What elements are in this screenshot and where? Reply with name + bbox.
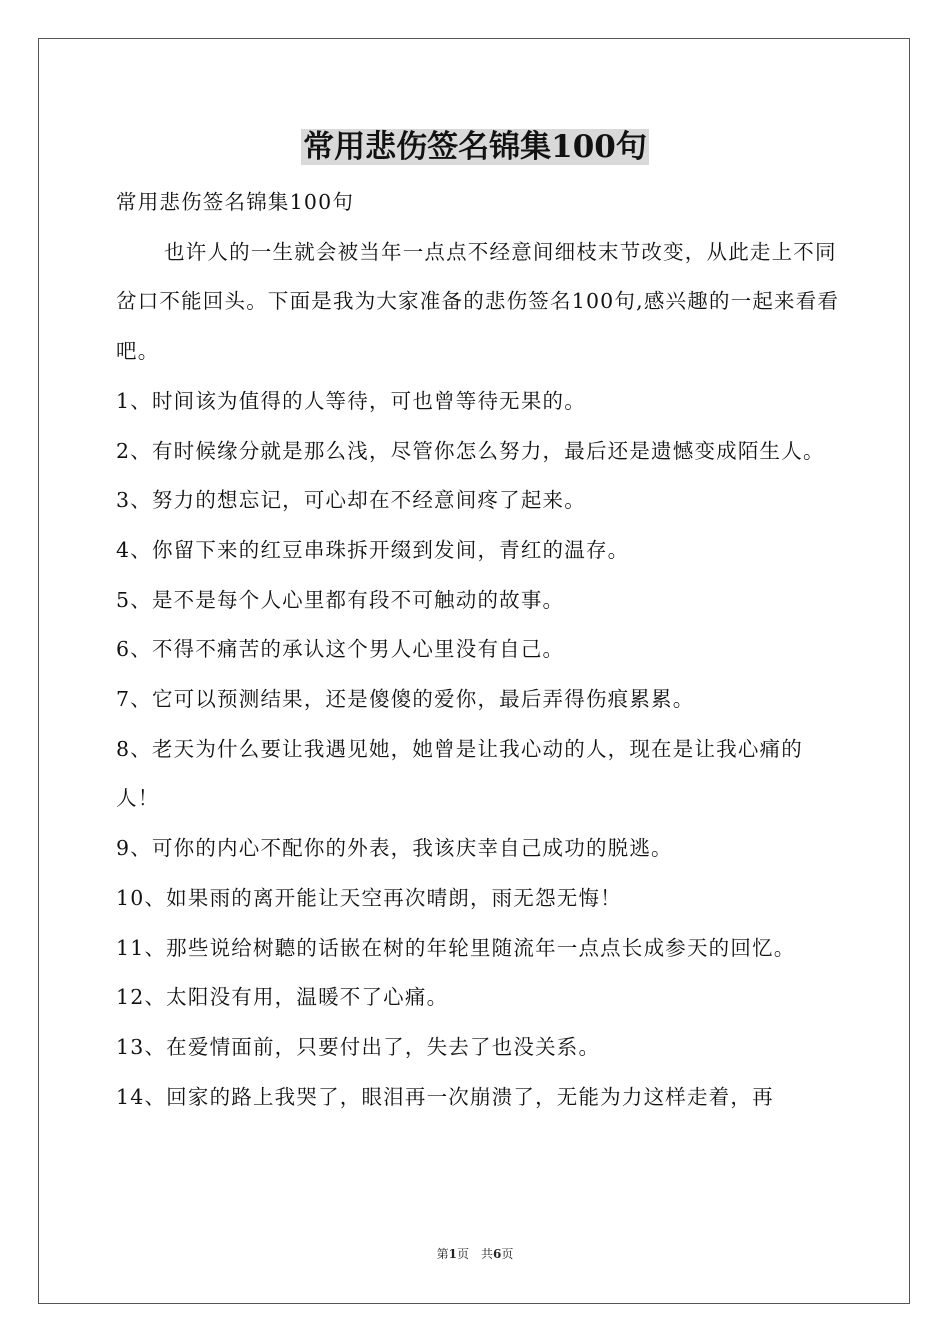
list-item: 12、太阳没有用，温暖不了心痛。: [116, 985, 449, 1010]
document-title: [0, 126, 950, 168]
list-item: 5、是不是每个人心里都有段不可触动的故事。: [116, 587, 565, 612]
intro-paragraph: 也许人的一生就会被当年一点点不经意间细枝末节改变，从此走上不同岔口不能回头。下面是我为大家准备的悲伤签名100句,感兴趣的一起来看看吧。: [116, 239, 840, 364]
page-footer: [0, 1245, 950, 1262]
list-item: 7、它可以预测结果，还是傻傻的爱你，最后弄得伤痕累累。: [116, 687, 695, 712]
list-item: 13、在爱情面前，只要付出了，失去了也没关系。: [116, 1034, 601, 1059]
footer-total-pages: 6: [493, 1247, 502, 1261]
document-body: [116, 178, 844, 1122]
list-item: 10、如果雨的离开能让天空再次晴朗，雨无怨无悔！: [116, 885, 622, 910]
list-item: 11、那些说给树聽的话嵌在树的年轮里随流年一点点长成参天的回忆。: [116, 935, 796, 960]
list-item: 9、可你的内心不配你的外表，我该庆幸自己成功的脱逃。: [116, 836, 673, 861]
footer-suffix: 页: [501, 1247, 514, 1261]
footer-current-page: 1: [448, 1247, 457, 1261]
footer-mid: 页 共: [456, 1247, 493, 1261]
list-item: 8、老天为什么要让我遇见她，她曾是让我心动的人，现在是让我心痛的人！: [116, 736, 803, 811]
document-title-text: 常用悲伤签名锦集100句: [303, 129, 647, 165]
list-item: 4、你留下来的红豆串珠拆开缀到发间，青红的温存。: [116, 537, 630, 562]
list-item: 6、不得不痛苦的承认这个男人心里没有自己。: [116, 637, 565, 662]
footer-prefix: 第: [436, 1247, 449, 1261]
document-subtitle: 常用悲伤签名锦集100句: [116, 190, 355, 214]
list-item: 1、时间该为值得的人等待，可也曾等待无果的。: [116, 388, 586, 413]
list-item: 3、努力的想忘记，可心却在不经意间疼了起来。: [116, 488, 586, 513]
list-item: 2、有时候缘分就是那么浅，尽管你怎么努力，最后还是遗憾变成陌生人。: [116, 438, 825, 463]
list-item: 14、回家的路上我哭了，眼泪再一次崩溃了，无能为力这样走着，再: [116, 1084, 774, 1109]
